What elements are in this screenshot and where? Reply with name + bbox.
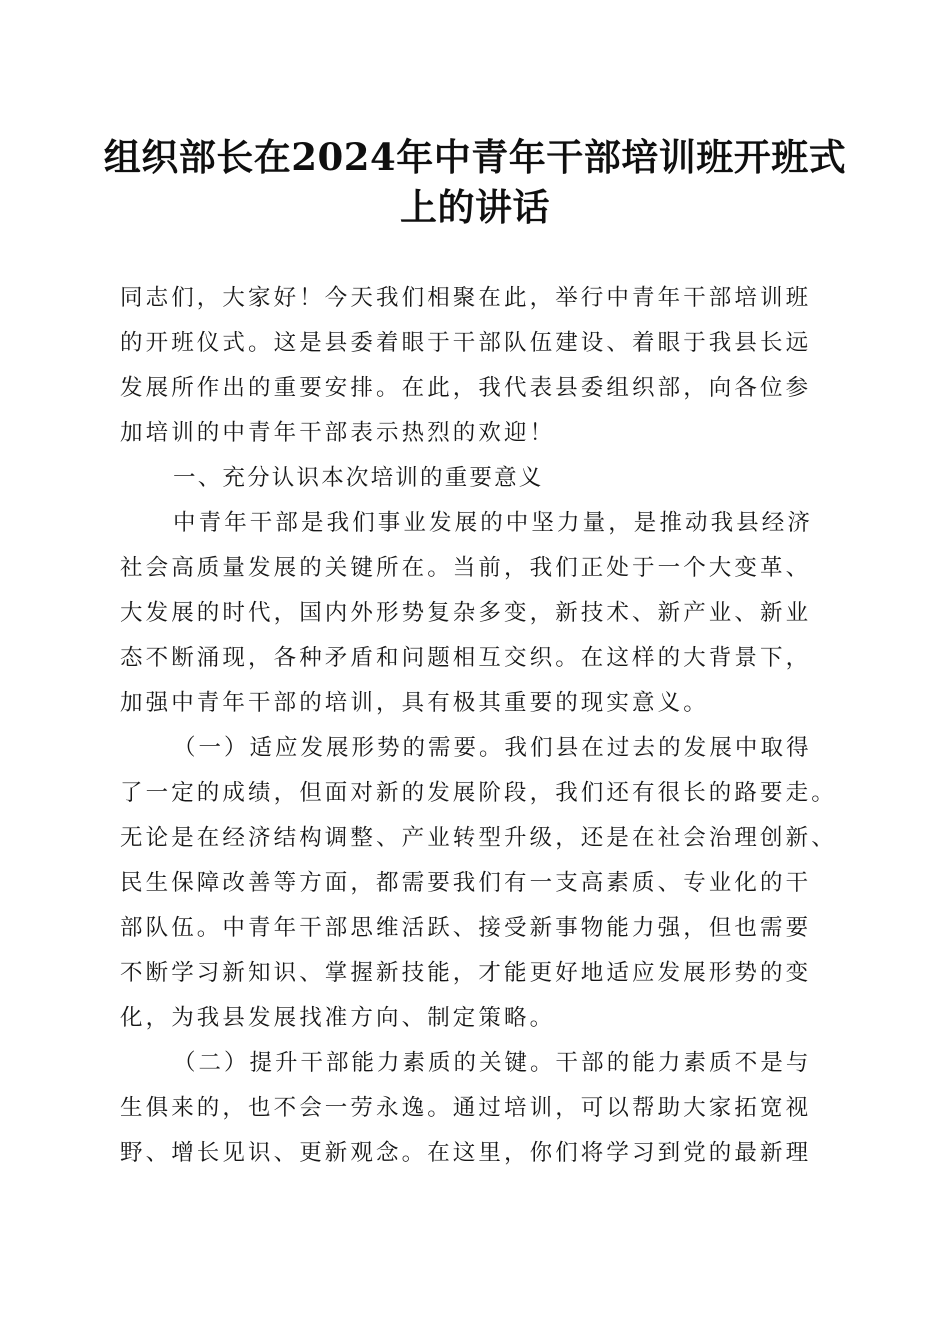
text-line: 不断学习新知识、掌握新技能，才能更好地适应发展形势的变	[120, 960, 812, 986]
subsection-2-title: （二）提升干部能力素质的关键。	[173, 1050, 556, 1076]
text-line: 了一定的成绩，但面对新的发展阶段，我们还有很长的路要走。	[120, 780, 837, 806]
title-line-2: 上的讲话	[400, 185, 550, 229]
text-line: 加强中青年干部的培训，具有极其重要的现实意义。	[120, 690, 709, 716]
subsection-1-paragraph	[120, 726, 840, 1041]
text-line: 社会高质量发展的关键所在。当前，我们正处于一个大变革、	[120, 555, 812, 581]
text-line: 态不断涌现，各种矛盾和问题相互交织。在这样的大背景下，	[120, 645, 812, 671]
text-line: 无论是在经济结构调整、产业转型升级，还是在社会治理创新、	[120, 825, 837, 851]
text-line: 生俱来的，也不会一劳永逸。通过培训，可以帮助大家拓宽视	[120, 1095, 812, 1121]
text-line: 化，为我县发展找准方向、制定策略。	[120, 1005, 556, 1031]
section-1-paragraph	[120, 501, 840, 726]
section-heading-1: 一、充分认识本次培训的重要意义	[173, 465, 544, 491]
document-body	[120, 276, 840, 1176]
title-line-1: 组织部长在2024年中青年干部培训班开班式	[103, 135, 847, 179]
subsection-1-first-text: 我们县在过去的发展中取得	[504, 735, 812, 761]
text-line: 部队伍。中青年干部思维活跃、接受新事物能力强，但也需要	[120, 915, 812, 941]
text-line: 中青年干部是我们事业发展的中坚力量，是推动我县经济	[173, 510, 814, 536]
text-line: 野、增长见识、更新观念。在这里，你们将学习到党的最新理	[120, 1140, 812, 1166]
subsection-1-title: （一）适应发展形势的需要。	[173, 735, 505, 761]
text-line: 加培训的中青年干部表示热烈的欢迎！	[120, 420, 556, 446]
text-line: 大发展的时代，国内外形势复杂多变，新技术、新产业、新业	[120, 600, 812, 626]
text-line	[120, 1041, 840, 1086]
text-line: 同志们，大家好！今天我们相聚在此，举行中青年干部培训班	[120, 285, 812, 311]
text-line: 发展所作出的重要安排。在此，我代表县委组织部，向各位参	[120, 375, 812, 401]
text-line: 的开班仪式。这是县委着眼于干部队伍建设、着眼于我县长远	[120, 330, 812, 356]
subsection-2-first-text: 干部的能力素质不是与	[555, 1050, 812, 1076]
intro-paragraph	[120, 276, 840, 456]
text-line	[120, 726, 840, 771]
document-title	[80, 132, 870, 232]
subsection-2-paragraph	[120, 1041, 840, 1176]
text-line: 民生保障改善等方面，都需要我们有一支高素质、专业化的干	[120, 870, 812, 896]
